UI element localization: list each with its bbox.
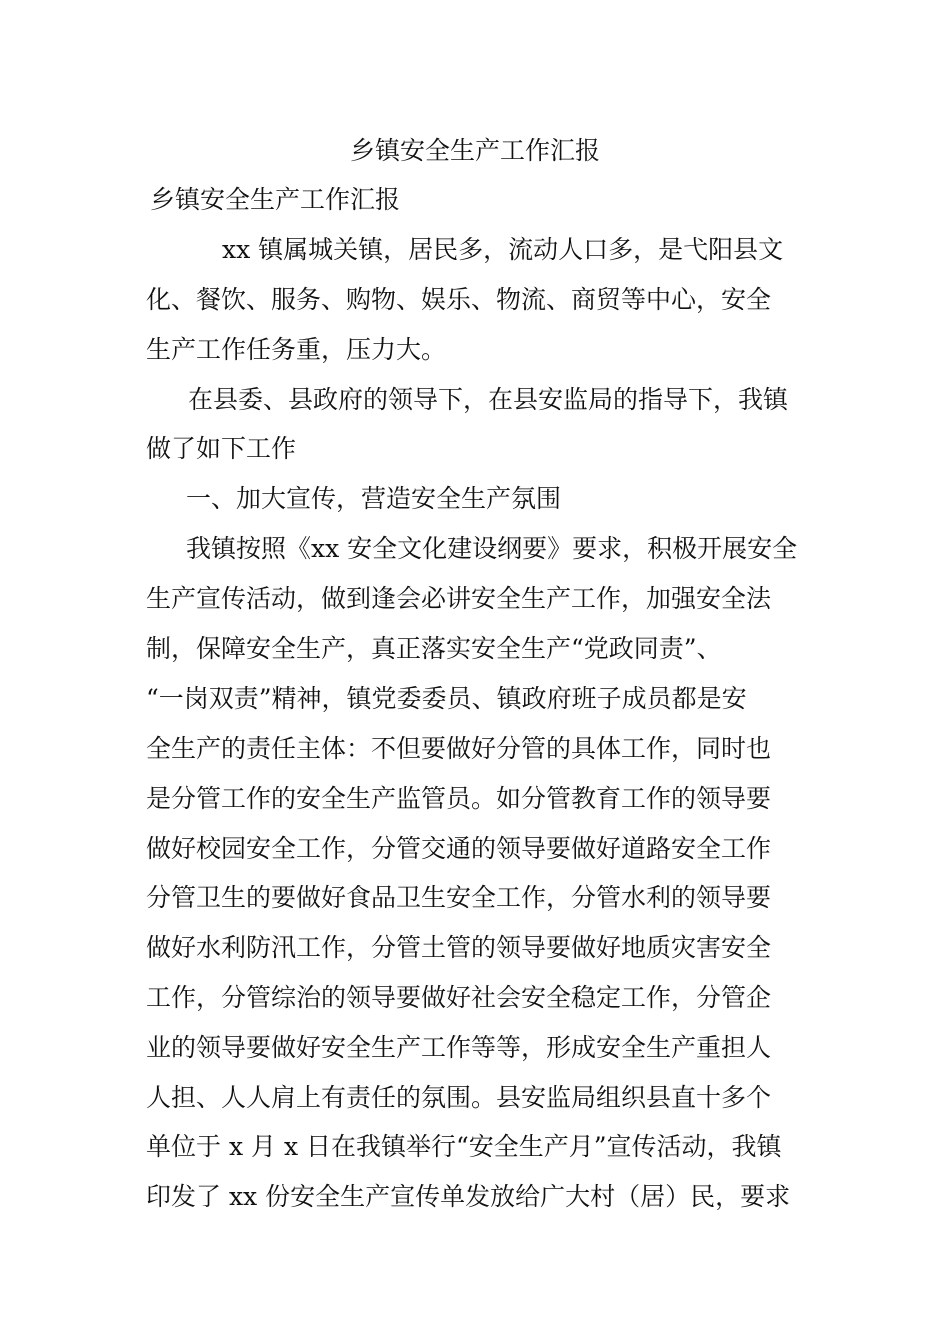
body-line: 工作，分管综治的领导要做好社会安全稳定工作，分管企 <box>146 983 772 1012</box>
body-line: 制，保障安全生产，真正落实安全生产“党政同责”、 <box>146 634 722 663</box>
body-line: 业的领导要做好安全生产工作等等，形成安全生产重担人 <box>146 1033 772 1062</box>
body-line: 是分管工作的安全生产监管员。如分管教育工作的领导要 <box>146 784 772 813</box>
body-line: 乡镇安全生产工作汇报 <box>150 185 401 214</box>
body-line: 做了如下工作 <box>146 434 297 463</box>
body-line: 生产工作任务重，压力大。 <box>146 335 447 364</box>
body-line: 我镇按照《xx 安全文化建设纲要》要求，积极开展安全 <box>186 534 798 563</box>
body-line: 分管卫生的要做好食品卫生安全工作，分管水利的领导要 <box>146 883 772 912</box>
body-line: 做好水利防汛工作，分管土管的领导要做好地质灾害安全 <box>146 933 772 962</box>
body-line: xx 镇属城关镇，居民多，流动人口多，是弋阳县文 <box>222 235 784 264</box>
body-line: 化、餐饮、服务、购物、娱乐、物流、商贸等中心，安全 <box>146 285 772 314</box>
body-line: 全生产的责任主体：不但要做好分管的具体工作，同时也 <box>146 734 772 763</box>
body-line: 人担、人人肩上有责任的氛围。县安监局组织县直十多个 <box>146 1083 772 1112</box>
body-line: 单位于 x 月 x 日在我镇举行“安全生产月”宣传活动，我镇 <box>146 1132 782 1161</box>
section-heading: 一、加大宣传，营造安全生产氛围 <box>186 484 562 513</box>
body-line: 生产宣传活动，做到逢会必讲安全生产工作，加强安全法 <box>146 584 772 613</box>
body-line: 在县委、县政府的领导下，在县安监局的指导下，我镇 <box>188 385 789 414</box>
body-line: 印发了 xx 份安全生产宣传单发放给广大村（居）民，要求 <box>146 1182 791 1211</box>
document-title: 乡镇安全生产工作汇报 <box>349 136 600 165</box>
body-line: “一岗双责”精神，镇党委委员、镇政府班子成员都是安 <box>146 684 747 713</box>
body-line: 做好校园安全工作，分管交通的领导要做好道路安全工作 <box>146 834 772 863</box>
